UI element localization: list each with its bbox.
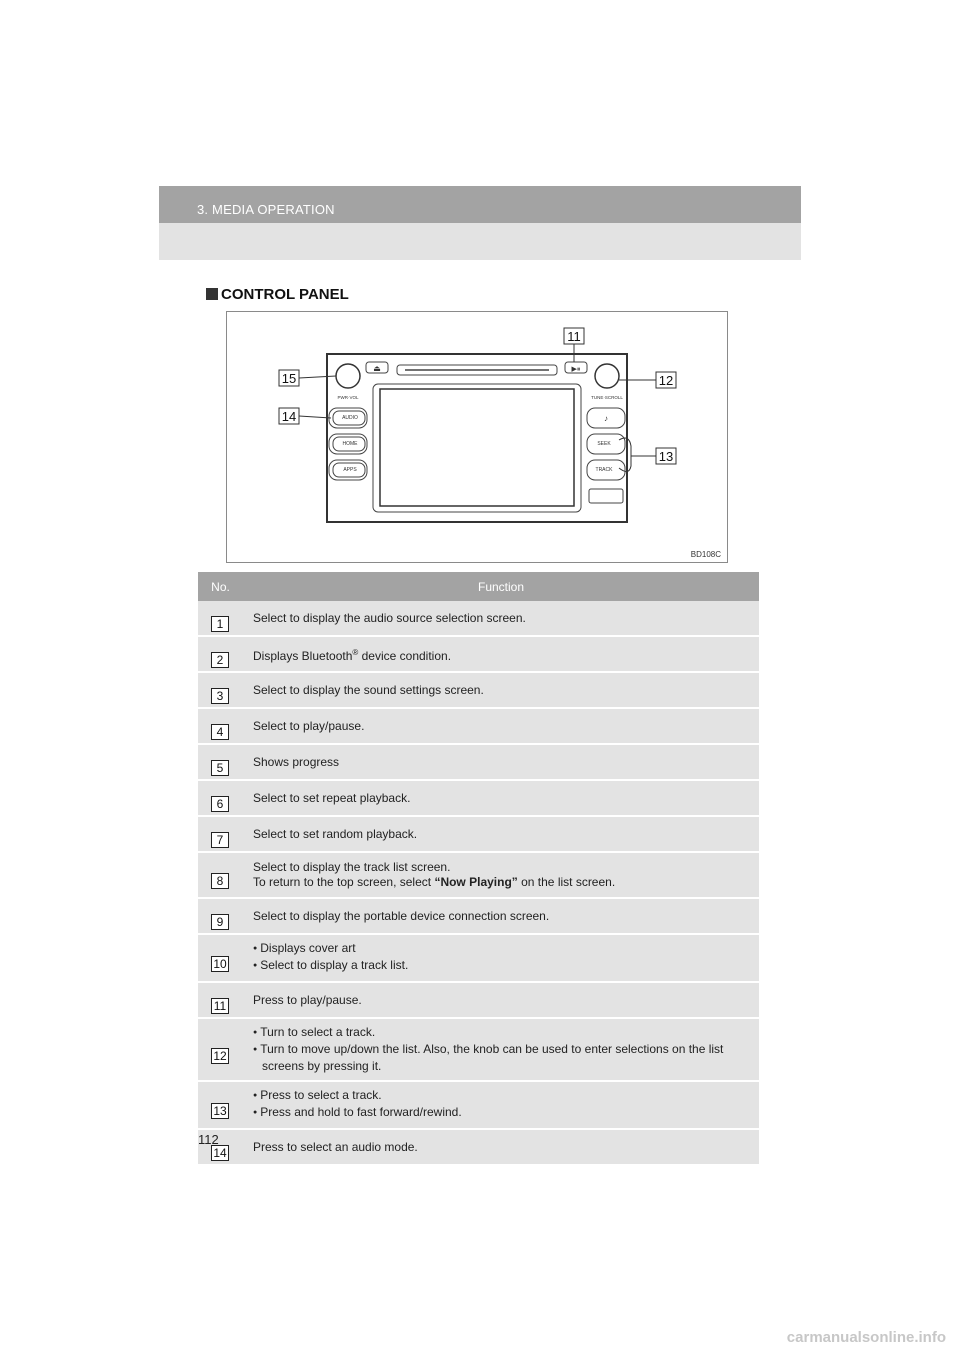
row-number: 7 <box>211 832 229 848</box>
table-row <box>198 982 759 1018</box>
tune-scroll-label: TUNE·SCROLL <box>591 395 623 400</box>
apps-label: APPS <box>343 467 357 473</box>
seek-label: SEEK <box>597 441 611 447</box>
bullet-item: ● Turn to move up/down the list. Also, the knob can be used to enter selections on the list screens by pressing it. <box>253 1042 749 1074</box>
home-label: HOME <box>342 441 358 447</box>
row-number: 11 <box>211 998 229 1014</box>
header-title: 3. MEDIA OPERATION <box>197 202 335 217</box>
pwr-vol-knob-drawing <box>336 364 360 388</box>
row-function: Displays Bluetooth® device condition. <box>243 636 759 672</box>
row-function: Select to display the sound settings screen. <box>243 672 759 708</box>
svg-text:⏏: ⏏ <box>373 364 381 373</box>
column-header-function: Function <box>243 572 759 601</box>
table-row <box>198 816 759 852</box>
row-number: 4 <box>211 724 229 740</box>
header-band <box>159 186 801 223</box>
svg-text:▶⏸: ▶⏸ <box>571 366 581 373</box>
page-header <box>159 186 801 260</box>
table-row <box>198 708 759 744</box>
left-buttons <box>329 408 367 480</box>
callout-11: 11 <box>567 329 581 344</box>
svg-text:♪: ♪ <box>604 414 608 423</box>
table-row <box>198 672 759 708</box>
table-row <box>198 1081 759 1129</box>
row-function: Press to play/pause. <box>243 982 759 1018</box>
display-screen <box>380 389 574 506</box>
callout-13: 13 <box>658 449 674 464</box>
audio-label: AUDIO <box>342 415 358 421</box>
bullet-item: ● Press to select a track. <box>253 1088 749 1105</box>
table-row <box>198 898 759 934</box>
table-row <box>198 1129 759 1165</box>
callout-14: 14 <box>281 409 297 424</box>
row-function: Select to play/pause. <box>243 708 759 744</box>
pwr-vol-label: PWR·VOL <box>337 395 359 400</box>
row-function: Press to select an audio mode. <box>243 1129 759 1165</box>
figure-code: BD108C <box>690 550 721 559</box>
track-label: TRACK <box>595 467 613 473</box>
control-panel-figure <box>226 311 728 563</box>
section-title-text: CONTROL PANEL <box>221 286 349 303</box>
table-row <box>198 934 759 982</box>
callout-12: 12 <box>658 373 674 388</box>
row-number: 6 <box>211 796 229 812</box>
bullet-item: ● Displays cover art <box>253 941 749 958</box>
table-row <box>198 852 759 898</box>
callout-15: 15 <box>281 371 297 386</box>
table-row <box>198 601 759 636</box>
column-header-no: No. <box>198 572 243 601</box>
row-function: Select to set repeat playback. <box>243 780 759 816</box>
row-function <box>243 934 759 982</box>
row-number: 13 <box>211 1103 229 1119</box>
table-row <box>198 744 759 780</box>
row-number: 5 <box>211 760 229 776</box>
row-function: Select to set random playback. <box>243 816 759 852</box>
row-number: 3 <box>211 688 229 704</box>
row-number: 10 <box>211 956 229 972</box>
tune-scroll-knob-drawing <box>595 364 619 388</box>
square-bullet-icon <box>206 288 218 300</box>
row-number: 8 <box>211 873 229 889</box>
row-number: 9 <box>211 914 229 930</box>
page-number: 112 <box>198 1132 219 1147</box>
control-panel-illustration <box>227 312 727 562</box>
row-function: Select to display the portable device connection screen. <box>243 898 759 934</box>
row-number: 14 <box>211 1145 229 1161</box>
row-function <box>243 1081 759 1129</box>
row-number: 2 <box>211 652 229 668</box>
registered-mark: ® <box>352 647 359 657</box>
table-row <box>198 780 759 816</box>
row-function: Select to display the audio source selection screen. <box>243 601 759 636</box>
function-table <box>198 572 759 1166</box>
row-function <box>243 1018 759 1081</box>
table-row <box>198 1018 759 1081</box>
row-function: Select to display the track list screen. To return to the top screen, select “Now Playing” on the list screen. <box>243 852 759 898</box>
footer-watermark: carmanualsonline.info <box>786 1329 946 1346</box>
bullet-item: ● Turn to select a track. <box>253 1025 749 1042</box>
row-number: 1 <box>211 616 229 632</box>
bullet-item: ● Select to display a track list. <box>253 958 749 975</box>
row-function: Shows progress <box>243 744 759 780</box>
row-number: 12 <box>211 1048 229 1064</box>
table-row <box>198 636 759 672</box>
bullet-item: ● Press and hold to fast forward/rewind. <box>253 1105 749 1122</box>
section-title <box>206 286 349 303</box>
